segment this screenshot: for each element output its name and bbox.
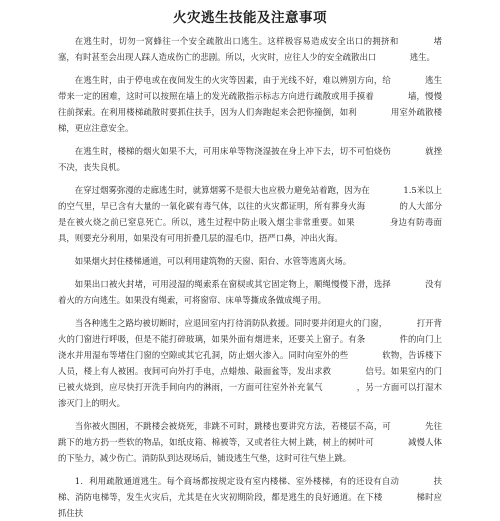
paragraph: 1．利用疏散通道逃生。每个商场都按规定设有室内楼梯、室外楼梯，有的还设有自动 扶梯、消防电梯等，发生火灾后，尤其是在火灾初期阶段，都是逃生的良好通道。在下楼 梯时应抓住扶 (58, 476, 442, 518)
document-title: 火灾逃生技能及注意事项 (173, 10, 327, 26)
paragraph: 当各种逃生之路均被切断时，应退回室内打待消防队救援。同时要并闭迎火的门窗， 打开背火的门窗进行呼吸，但是不能打碎玻璃，如果外面有烟进来，还要关上窗子。有条 件的向门上浇水并用湿布等堵住门窗的空隙或其它孔洞，防止烟火渗入。同时向室外的些 软物，告诉楼下人员，楼上有人被困。夜间可向外打手电，点蜡烛、敲面盆等，发出求救 信号。如果室内的门已被火烧到，应尽快打开洗手间向内的淋雨，一方面可往室外补充氧气 ，另一方面可以打湿木渗灭门上的明火。 (58, 318, 442, 408)
paragraph: 在穿过烟雾弥漫的走廊逃生时，就算烟雾不是很大也应极力避免站着跑，因为在 1.5米以上的空气里，早已含有大量的一氧化碳有毒气体，以往的火灾都证明，所有葬身火海 的人大部分是在被火烧之前已窒息死亡。所以，逃生过程中防止吸入烟尘非常重要。如果 身边有防毒面具，则要充分利用，如果没有可用折叠几层的湿毛巾，捂严口鼻，冲出火海。 (58, 185, 442, 243)
paragraph: 如果出口被火封堵，可用浸湿的绳索系在窗棂或其它固定物上，顺绳慢慢下滑，选择 没有着火的方向逃生。如果没有绳索，可将窗帘、床单等撕成条做成绳子用。 (58, 279, 442, 305)
paragraph: 如果烟火封住楼梯通道，可以利用建筑物的天窗、阳台、水管等逃离火场。 (74, 256, 352, 266)
paragraph: 在逃生时，由于停电或在夜间发生的火灾等因素，由于光线不好，难以辨别方向，给 逃生带来一定的困难，这时可以按照在墙上的发光疏散指示标志方向进行疏散或用手摸着 墙，慢慢往前探索。在利用楼梯疏散时要抓住扶手，因为人们奔跑起来会把你撞倒，如利 用室外疏散楼梯，更应注意安全。 (58, 75, 442, 133)
paragraph: 在逃生时，楼梯的烟火如果不大，可用床单等物浇湿披在身上冲下去，切不可怕烧伤 就挫不决，丧失良机。 (58, 146, 442, 172)
paragraph: 在逃生时，切勿一窝蜂往一个安全疏散出口逃生。这样极容易造成安全出口的拥挤和 堵塞，有时甚至会出现人踩人造成伤亡的悲剧。所以，火灾时，应往人少的安全疏散出口 逃生。 (58, 36, 442, 62)
paragraph: 当你被火围困，不跳楼会被烧死，非跳不可时，跳楼也要讲究方法，若楼层不高，可 先往跳下的地方扔一些软的物品，如纸皮箱、棉被等，又或者往大树上跳，树上的树叶可 减慢人体的下坠力，减少伤亡。消防队到达现场后，铺设逃生气垫，这时可往气垫上跳。 (58, 421, 442, 463)
